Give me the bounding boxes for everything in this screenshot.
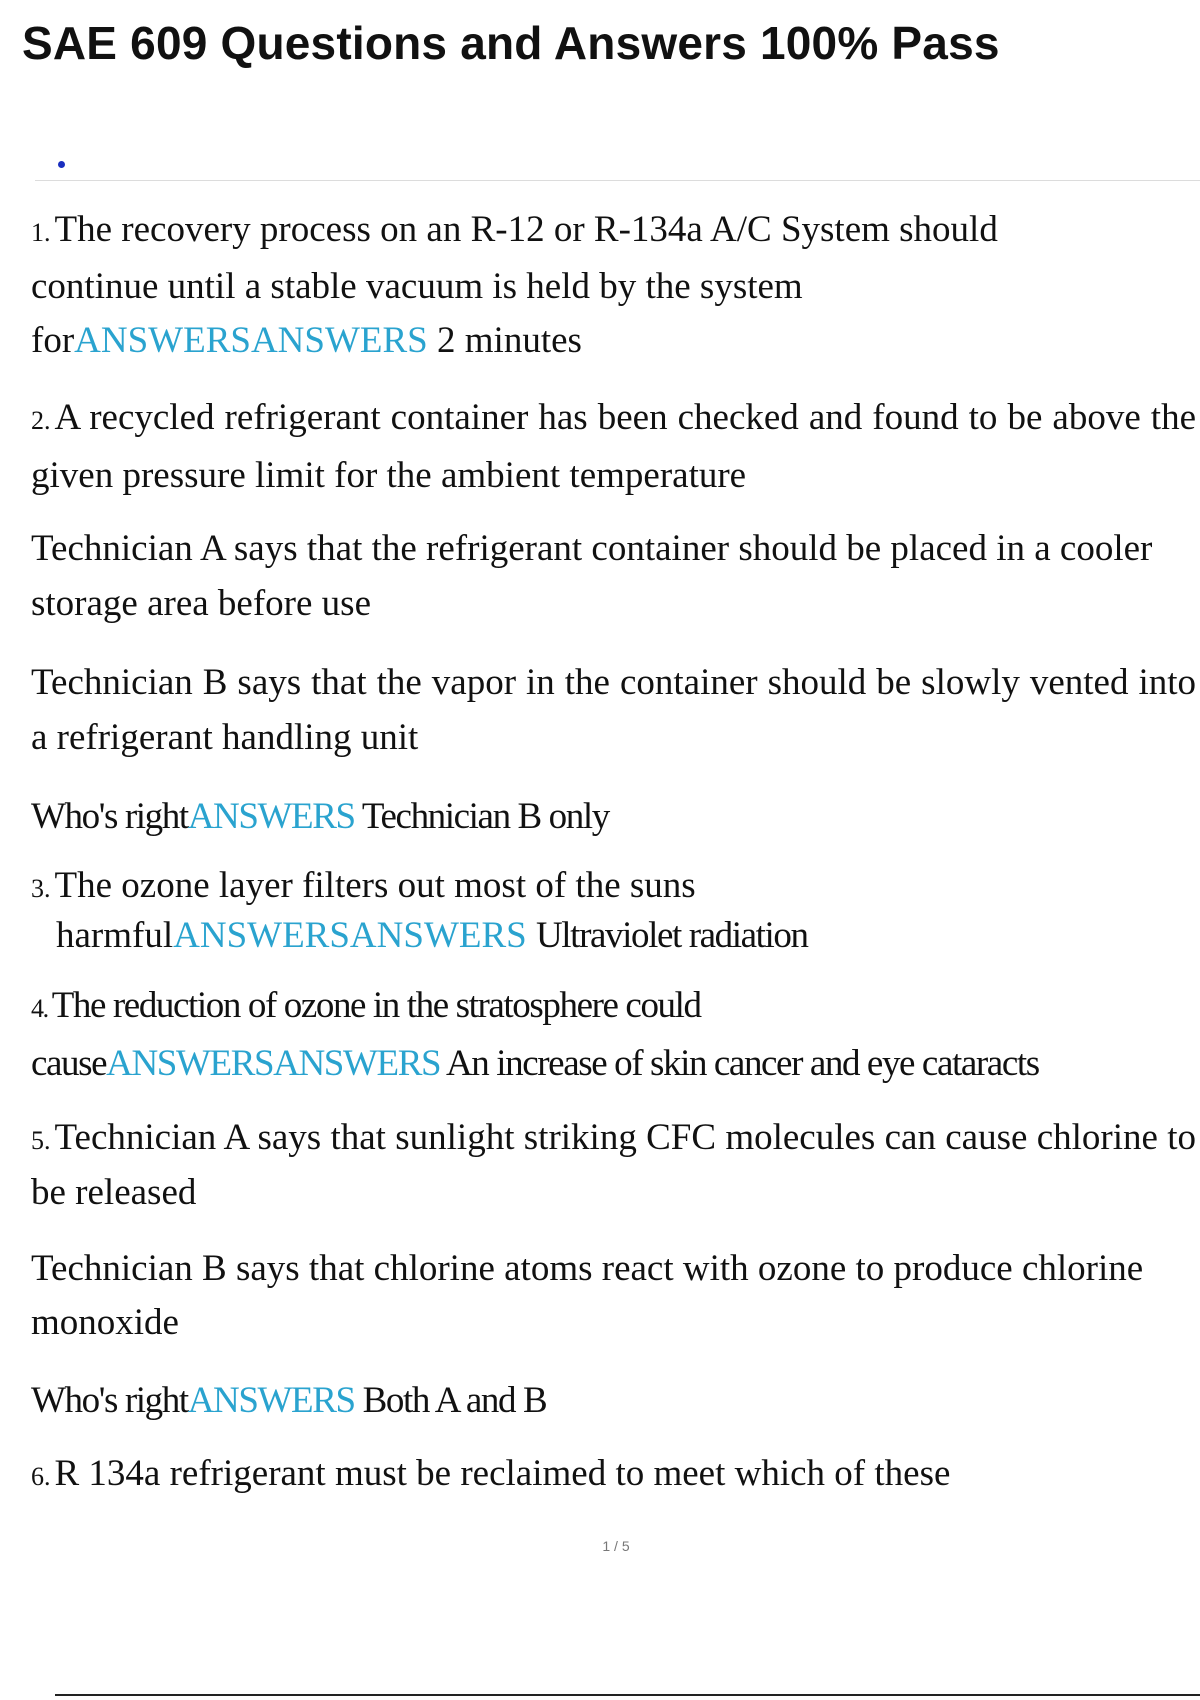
answer-line bbox=[31, 1373, 1196, 1428]
answer-marker: ANSWERSANSWERS bbox=[173, 915, 527, 956]
question-number: 6. bbox=[31, 1462, 51, 1491]
answer-text: An increase of skin cancer and eye cataracts bbox=[445, 1043, 1039, 1084]
question-3 bbox=[31, 862, 1196, 959]
question-text-line: for bbox=[31, 320, 75, 361]
document-title: SAE 609 Questions and Answers 100% Pass bbox=[22, 17, 1000, 69]
header-divider bbox=[35, 180, 1200, 181]
question-text-line: The recovery process on an R-12 or R-134a A/C System should bbox=[54, 209, 998, 250]
technician-b-statement: Technician B says that chlorine atoms react with ozone to produce chlorine monoxide bbox=[31, 1248, 1144, 1343]
question-text-line: continue until a stable vacuum is held by the system bbox=[31, 266, 803, 307]
question-number: 2. bbox=[31, 406, 51, 435]
page-indicator: 1 / 5 bbox=[602, 1538, 630, 1554]
answer-marker: ANSWERS bbox=[187, 796, 355, 837]
page-bottom-divider bbox=[55, 1694, 1200, 1696]
question-1 bbox=[31, 203, 1196, 368]
answer-text: Both A and B bbox=[362, 1380, 547, 1421]
technician-b-statement: Technician B says that the vapor in the container should be slowly vented into a refrigerant handling unit bbox=[31, 662, 1196, 758]
question-4 bbox=[31, 978, 1196, 1091]
technician-a-statement: Technician A says that the refrigerant container should be placed in a cooler storage area before use bbox=[31, 528, 1153, 624]
bullet-dot bbox=[58, 161, 65, 168]
question-text-line: The ozone layer filters out most of the suns bbox=[54, 865, 696, 906]
answer-text: Technician B only bbox=[361, 796, 609, 837]
question-text: A recycled refrigerant container has been checked and found to be above the given pressure limit for the ambient temperature bbox=[31, 397, 1196, 496]
whos-right-prompt: Who's right bbox=[31, 796, 188, 837]
answer-marker: ANSWERSANSWERS bbox=[74, 320, 428, 361]
answer-text: 2 minutes bbox=[437, 320, 582, 361]
question-number: 4. bbox=[31, 994, 48, 1023]
question-text-line: cause bbox=[31, 1043, 107, 1084]
whos-right-prompt: Who's right bbox=[31, 1380, 188, 1421]
question-text: R 134a refrigerant must be reclaimed to meet which of these bbox=[54, 1453, 951, 1494]
answer-text: Ultraviolet radiation bbox=[535, 915, 808, 956]
question-number: 1. bbox=[31, 218, 51, 247]
answer-marker: ANSWERSANSWERS bbox=[106, 1043, 441, 1084]
question-6 bbox=[31, 1446, 1196, 1504]
question-number: 3. bbox=[31, 874, 51, 903]
question-number: 5. bbox=[31, 1126, 51, 1155]
question-text-line: harmful bbox=[56, 915, 174, 956]
answer-marker: ANSWERS bbox=[187, 1380, 355, 1421]
question-text: Technician A says that sunlight striking CFC molecules can cause chlorine to be released bbox=[31, 1117, 1196, 1213]
question-text-line: The reduction of ozone in the stratosphere could bbox=[51, 985, 701, 1026]
answer-line bbox=[31, 789, 1196, 844]
question-5 bbox=[31, 1112, 1196, 1219]
question-2 bbox=[31, 390, 1196, 503]
